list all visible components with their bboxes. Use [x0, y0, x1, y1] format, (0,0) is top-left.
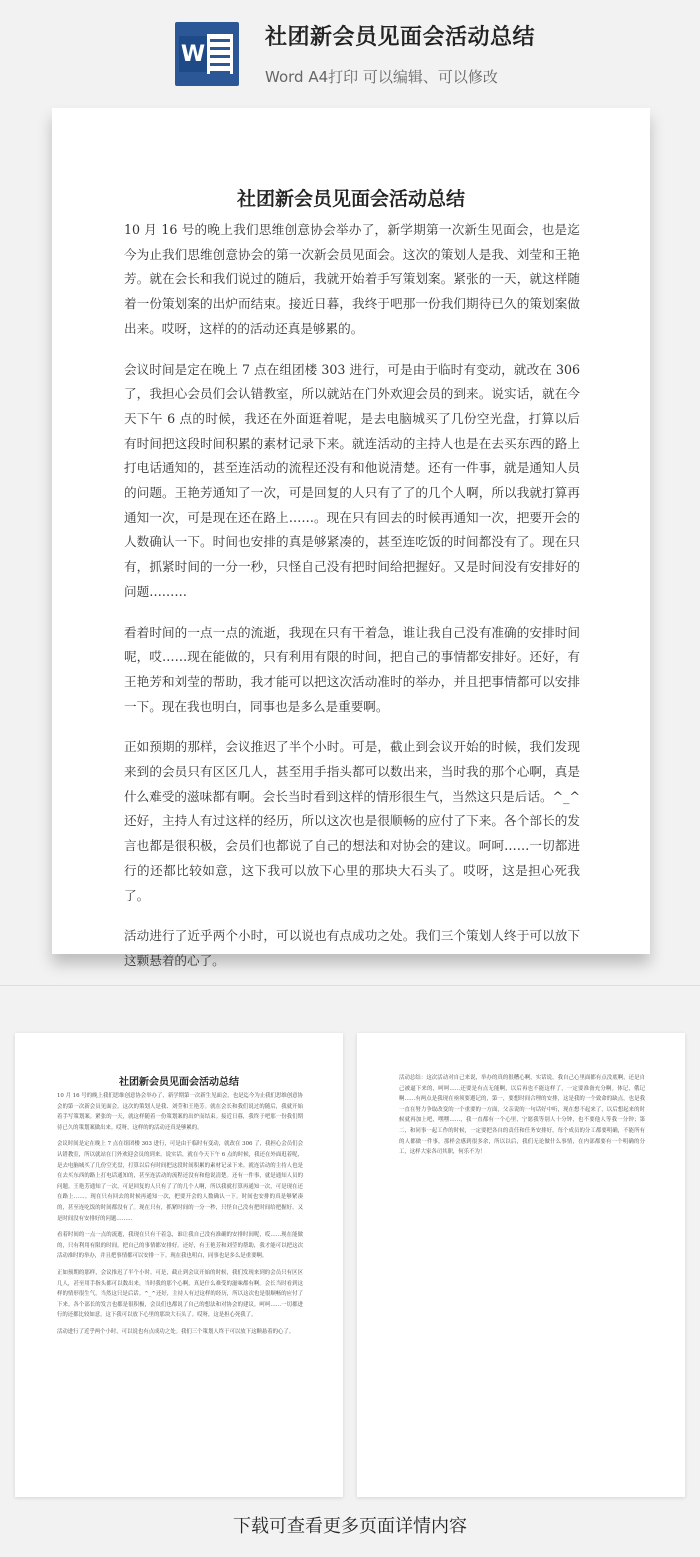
document-title: 社团新会员见面会活动总结 [236, 188, 465, 210]
thumbnail-paragraph: 正如预期的那样，会议推迟了半个小时。可是，截止到会议开始的时候，我们发现来到的会员只有区区几人，甚至用手指头都可以数出来，当时我的那个心啊，真是什么难受的滋味都有啊。会长当时看到这样的情形很生气，当然这只是后话。^_^还好，主持人有过这样的经历，所以这次也是很顺畅的应付了下来。各个部长的发言也都是很积极，会员们也都说了自己的想法和对协会的建议。呵呵……一切都进行的还都比较如意，这下我可以放下心里的那块大石头了。哎呀，这是担心死我了。 [57, 1269, 303, 1319]
paragraph: 会议时间是定在晚上 7 点在组团楼 303 进行，可是由于临时有变动，就改在 306 了，我担心会员们会认错教室，所以就站在门外欢迎会员的到来。说实话，就在今天下午 6 点的时候，我还在外面逛着呢，是去电脑城买了几份空光盘，打算以后有时间把这段时间积累的素材记录下来。就连活动的主持人也是在去买东西的路上打电话通知的，甚至连活动的流程还没有和他说清楚。还有一件事，就是通知人员的问题。王艳芳通知了一次，可是回复的人只有了了的几个人啊，所以我就打算再通知一次，可是现在还在路上……。现在只有回去的时候再通知一次，把要开会的人数确认一下。时间也安排的真是够紧凑的，甚至连吃饭的时间都没有了。现在只有，抓紧时间的一分一秒，只怪自己没有把时间给把握好。又是时间没有安排好的问题……… [124, 361, 580, 599]
paragraph: 活动进行了近乎两个小时，可以说也有点成功之处。我们三个策划人终于可以放下这颗悬着的心了。 [124, 928, 580, 968]
thumbnail-paragraph: 10 月 16 号的晚上我们思维创意协会举办了，新学期第一次新生见面会，也是迄今为止我们思维创意协会的第一次新会员见面会。这次的策划人是我、刘莹和王艳芳。就在会长和我们说过的随后，我就开始着手写策划案。紧张的一天，就这样随着一份策划案的出炉而结束。接近日暮，我终于吧那一份我们期待已久的策划案做出来。哎呀，这样的的活动还真是够累的。 [57, 1093, 303, 1131]
document-lines-icon [207, 34, 233, 74]
word-icon [175, 22, 239, 86]
document-body [124, 218, 580, 984]
header [0, 0, 700, 100]
thumbnail-body [399, 1073, 645, 1164]
thumbnail-paragraph: 活动总结：这次活动对自己来说，举办的真的很糟心啊，实话说，我自己心里面都有点没底啊，还是自己被逼下来的，呵呵……还要是有点无能啊，以后再也不能这样了，一定要准备充分啊。体记，俄记啊……有两点是我现在亟须要遵记的，第一，要想时间合理的安排，这是我的一个致命的缺点，也是我一直在努力争取改变的一个重要的一方面，父亲说的一句话好中听，现在想不起来了，以后想起来的时候就再加上吧，嘿嘿……，我一直都有一个心里，宁愿我等别人十分钟，也不要他人等我一分钟；第二，和同事一起工作的时候，一定要把各自的责任和任务安排好，每个成员的分工都要明确，不能所有的人都做一件事，那样会感到很多余，所以以后，我们无论做什么事情，在内部都要有一个明确的分工，这样大家各司其职，何乐不为！ [399, 1075, 645, 1156]
page-thumbnail-2[interactable] [357, 1033, 685, 1497]
thumbnail-paragraph: 会议时间是定在晚上 7 点在组团楼 303 进行，可是由于临时有变动，就改在 306 了，我担心会员们会认错教室，所以就站在门外欢迎会员的到来。说实话，就在今天下午 6 点的时候，我还在外面逛着呢，是去电脑城买了几份空光盘，打算以后有时间把这段时间积累的素材记录下来。就连活动的主持人也是在去买东西的路上打电话通知的，甚至连活动的流程还没有和他说清楚。还有一件事，就是通知人员的问题。王艳芳通知了一次，可是回复的人只有了了的几个人啊，所以我就打算再通知一次，可是现在还在路上……。现在只有回去的时候再通知一次，把要开会的人数确认一下。时间也安排的真是够紧凑的，甚至连吃饭的时间都没有了。现在只有，抓紧时间的一分一秒，只怪自己没有把时间给把握好。又是时间没有安排好的问题……… [57, 1141, 303, 1222]
thumbnail-title: 社团新会员见面会活动总结 [119, 1077, 239, 1088]
thumbnail-paragraph: 活动进行了近乎两个小时，可以说也有点成功之处。我们三个策划人终于可以放下这颗悬着的心了。 [57, 1328, 295, 1335]
download-more-link[interactable]: 下载可查看更多页面详情内容 [233, 1516, 467, 1537]
paragraph: 正如预期的那样，会议推迟了半个小时。可是，截止到会议开始的时候，我们发现来到的会员只有区区几人，甚至用手指头都可以数出来，当时我的那个心啊，真是什么难受的滋味都有啊。会长当时看到这样的情形很生气，当然这只是后话。^_^还好，主持人有过这样的经历，所以这次也是很顺畅的应付了下来。各个部长的发言也都是很积极，会员们也都说了自己的想法和对协会的建议。呵呵……一切都进行的还都比较如意，这下我可以放下心里的那块大石头了。哎呀，这是担心死我了。 [124, 739, 580, 903]
paragraph: 10 月 16 号的晚上我们思维创意协会举办了，新学期第一次新生见面会，也是迄今为止我们思维创意协会的第一次新会员见面会。这次的策划人是我、刘莹和王艳芳。就在会长和我们说过的随后，我就开始着手写策划案。紧张的一天，就这样随着一份策划案的出炉而结束。接近日暮，我终于吧那一份我们期待已久的策划案做出来。哎呀，这样的的活动还真是够累的。 [124, 222, 580, 336]
paragraph: 看着时间的一点一点的流逝，我现在只有干着急，谁让我自己没有准确的安排时间呢，哎……现在能做的，只有利用有限的时间，把自己的事情都安排好。还好，有王艳芳和刘莹的帮助，我才能可以把这次活动准时的举办，并且把事情都可以安排一下。现在我也明白，同事也是多么是重要啊。 [124, 624, 580, 714]
word-letter: W [179, 36, 207, 72]
document-page-preview [52, 108, 650, 968]
divider [0, 985, 700, 986]
header-title: 社团新会员见面会活动总结 [265, 25, 536, 50]
thumbnail-body [57, 1091, 303, 1343]
thumbnail-paragraph: 看着时间的一点一点的流逝，我现在只有干着急，谁让我自己没有准确的安排时间呢，哎……现在能做的，只有利用有限的时间，把自己的事情都安排好。还好，有王艳芳和刘莹的帮助，我才能可以把这次活动准时的举办，并且把事情都可以安排一下。现在我也明白，同事也是多么是重要啊。 [57, 1232, 303, 1260]
page-thumbnail-1[interactable] [15, 1033, 343, 1497]
header-subtitle: Word A4打印 可以编辑、可以修改 [265, 68, 498, 86]
